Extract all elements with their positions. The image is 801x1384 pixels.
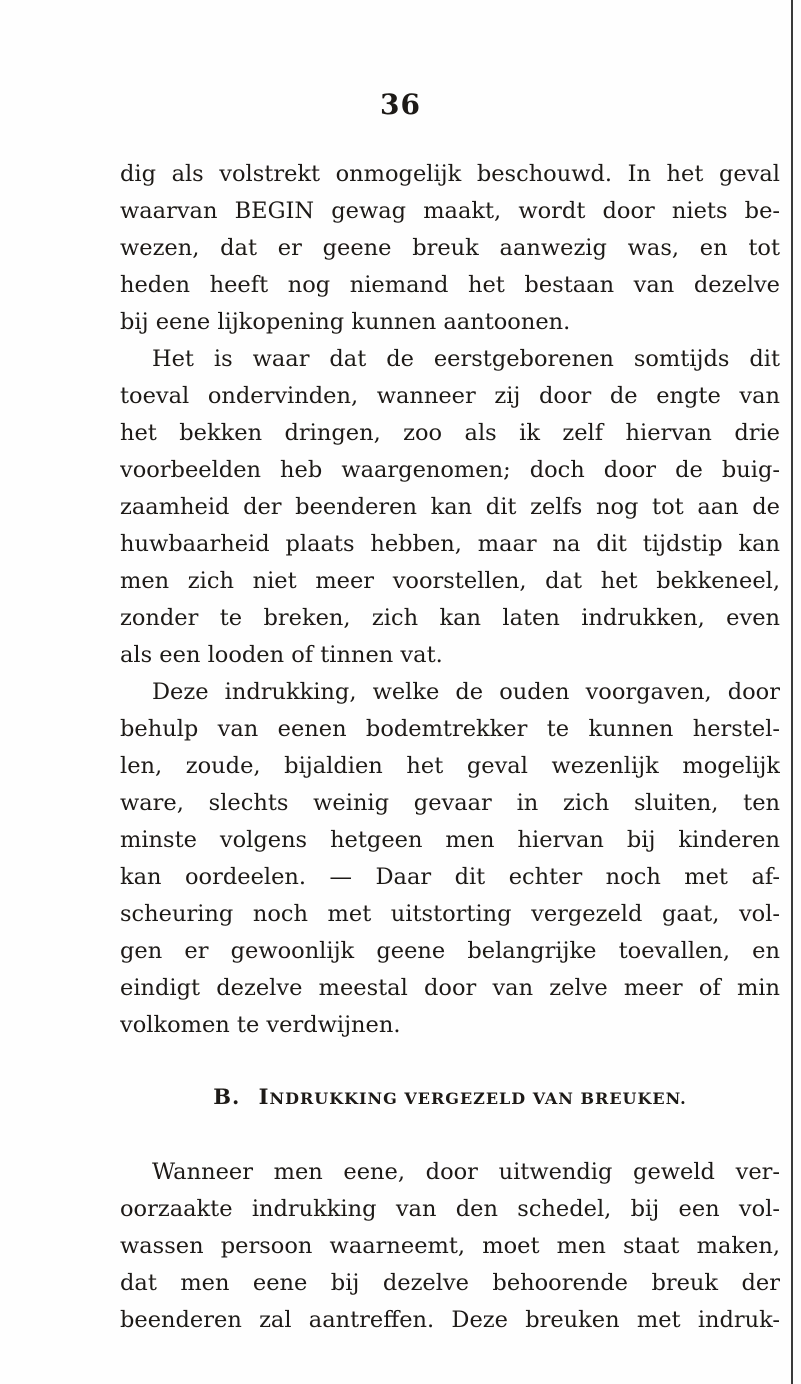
text-line: behulp van eenen bodemtrekker te kunnen herstel-: [120, 716, 780, 742]
text-line: minste volgens hetgeen men hiervan bij kinderen: [120, 827, 780, 853]
text-line: wassen persoon waarneemt, moet men staat maken,: [120, 1233, 780, 1259]
text-line: volkomen te verdwijnen.: [120, 1012, 401, 1038]
text-line: oorzaakte indrukking van den schedel, bij een vol-: [120, 1196, 780, 1222]
text-line: beenderen zal aantreffen. Deze breuken met indruk-: [120, 1307, 780, 1333]
text-line: het bekken dringen, zoo als ik zelf hiervan drie: [120, 420, 780, 446]
text-line: als een looden of tinnen vat.: [120, 642, 443, 668]
text-line: Wanneer men eene, door uitwendig geweld ver-: [152, 1159, 780, 1185]
page-edge-border: [791, 0, 793, 1384]
text-line: ware, slechts weinig gevaar in zich sluiten, ten: [120, 790, 780, 816]
text-line: kan oordeelen. — Daar dit echter noch met af-: [120, 864, 780, 890]
text-line: men zich niet meer voorstellen, dat het bekkeneel,: [120, 568, 780, 594]
text-line: huwbaarheid plaats hebben, maar na dit tijdstip kan: [120, 531, 780, 557]
text-line: toeval ondervinden, wanneer zij door de engte van: [120, 383, 780, 409]
text-line: zaamheid der beenderen kan dit zelfs nog tot aan de: [120, 494, 780, 520]
section-title-rest: NDRUKKING VERGEZELD VAN BREUKEN.: [269, 1089, 687, 1108]
text-line: eindigt dezelve meestal door van zelve meer of min: [120, 975, 780, 1001]
text-line: scheuring noch met uitstorting vergezeld gaat, vol-: [120, 901, 780, 927]
text-line: dig als volstrekt onmogelijk beschouwd. In het geval: [120, 161, 780, 187]
text-line: waarvan BEGIN gewag maakt, wordt door niets be-: [120, 198, 780, 224]
text-line: len, zoude, bijaldien het geval wezenlijk mogelijk: [120, 753, 780, 779]
text-line: heden heeft nog niemand het bestaan van dezelve: [120, 272, 780, 298]
page-number: 36: [380, 88, 421, 121]
text-line: gen er gewoonlijk geene belangrijke toevallen, en: [120, 938, 780, 964]
text-line: dat men eene bij dezelve behoorende breuk der: [120, 1270, 780, 1296]
text-line: bij eene lijkopening kunnen aantoonen.: [120, 309, 571, 335]
text-line: Het is waar dat de eerstgeborenen somtijds dit: [152, 346, 780, 372]
section-title-initial: I: [258, 1084, 270, 1109]
text-line: wezen, dat er geene breuk aanwezig was, en tot: [120, 235, 780, 261]
text-line: Deze indrukking, welke de ouden voorgaven, door: [152, 679, 780, 705]
text-line: voorbeelden heb waargenomen; doch door de buig-: [120, 457, 780, 483]
text-line: zonder te breken, zich kan laten indrukken, even: [120, 605, 780, 631]
section-letter: B.: [213, 1084, 241, 1109]
section-heading: [120, 1084, 780, 1109]
